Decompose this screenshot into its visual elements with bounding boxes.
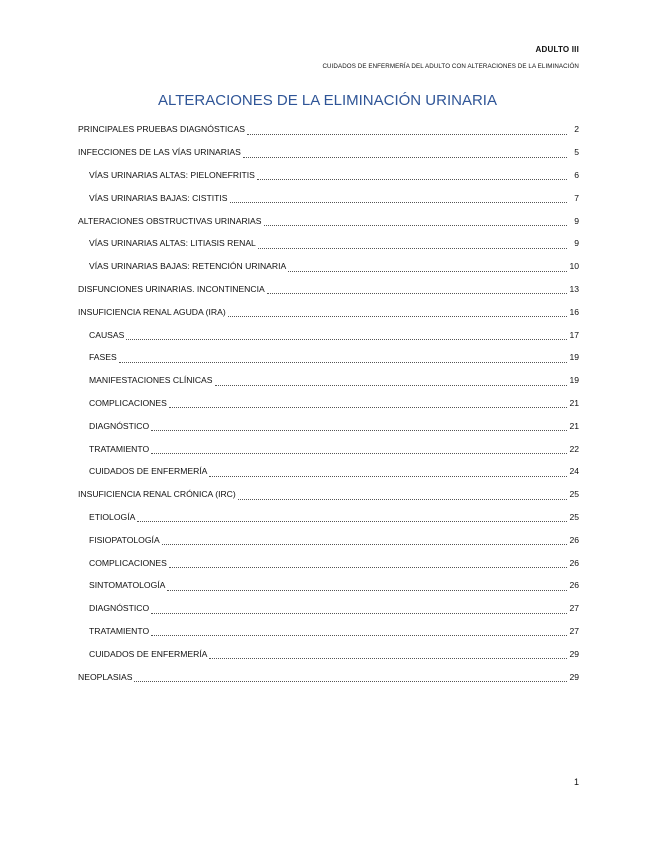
toc-dot-leader — [228, 306, 567, 317]
toc-entry-label: INFECCIONES DE LAS VÍAS URINARIAS — [78, 147, 241, 158]
toc-entry[interactable] — [78, 278, 579, 301]
toc-dot-leader — [209, 648, 567, 659]
toc-dot-leader — [151, 625, 567, 636]
toc-entry[interactable] — [78, 665, 579, 688]
toc-dot-leader — [243, 147, 567, 158]
toc-entry[interactable] — [78, 620, 579, 643]
toc-entry-label: DISFUNCIONES URINARIAS. INCONTINENCIA — [78, 283, 265, 294]
document-title: ALTERACIONES DE LA ELIMINACIÓN URINARIA — [158, 92, 497, 109]
toc-entry[interactable] — [78, 255, 579, 278]
toc-dot-leader — [151, 603, 567, 614]
toc-entry-page: 29 — [569, 671, 579, 682]
toc-dot-leader — [119, 352, 567, 363]
table-of-contents — [78, 118, 579, 688]
toc-entry-page: 29 — [569, 648, 579, 659]
toc-entry-page: 24 — [569, 466, 579, 477]
toc-entry-page: 10 — [569, 261, 579, 272]
toc-dot-leader — [209, 466, 567, 477]
toc-entry-page: 22 — [569, 443, 579, 454]
toc-dot-leader — [264, 215, 567, 226]
toc-entry-label: SINTOMATOLOGÍA — [89, 580, 166, 591]
toc-entry[interactable] — [78, 118, 579, 141]
toc-dot-leader — [151, 443, 567, 454]
toc-entry[interactable] — [78, 642, 579, 665]
toc-dot-leader — [257, 169, 567, 180]
toc-entry-label: TRATAMIENTO — [89, 625, 150, 636]
toc-dot-leader — [151, 420, 567, 431]
toc-dot-leader — [288, 261, 567, 272]
toc-entry[interactable] — [78, 414, 579, 437]
toc-dot-leader — [215, 375, 567, 386]
toc-entry-page: 19 — [569, 352, 579, 363]
toc-entry-label: MANIFESTACIONES CLÍNICAS — [89, 375, 213, 386]
toc-entry-label: ALTERACIONES OBSTRUCTIVAS URINARIAS — [78, 215, 262, 226]
toc-entry-page: 9 — [574, 238, 579, 249]
toc-entry[interactable] — [78, 597, 579, 620]
toc-dot-leader — [230, 192, 568, 203]
toc-entry-label: VÍAS URINARIAS ALTAS: LITIASIS RENAL — [89, 238, 256, 249]
toc-entry[interactable] — [78, 164, 579, 187]
toc-entry-page: 2 — [574, 124, 579, 135]
toc-entry-label: TRATAMIENTO — [89, 443, 150, 454]
toc-entry[interactable] — [78, 209, 579, 232]
toc-entry[interactable] — [78, 551, 579, 574]
toc-dot-leader — [169, 557, 567, 568]
toc-entry-label: NEOPLASIAS — [78, 671, 133, 682]
toc-dot-leader — [247, 124, 567, 135]
toc-dot-leader — [267, 283, 567, 294]
toc-entry[interactable] — [78, 300, 579, 323]
toc-entry-label: FASES — [89, 352, 117, 363]
toc-entry[interactable] — [78, 232, 579, 255]
toc-entry-page: 19 — [569, 375, 579, 386]
toc-entry-label: INSUFICIENCIA RENAL AGUDA (IRA) — [78, 306, 226, 317]
toc-entry-label: DIAGNÓSTICO — [89, 420, 150, 431]
running-header-subtitle: CUIDADOS DE ENFERMERÍA DEL ADULTO CON ALTERACIONES DE LA ELIMINACIÓN — [322, 63, 579, 70]
toc-entry[interactable] — [78, 528, 579, 551]
toc-dot-leader — [137, 511, 567, 522]
toc-entry-page: 26 — [569, 557, 579, 568]
toc-entry-label: VÍAS URINARIAS BAJAS: CISTITIS — [89, 192, 228, 203]
toc-entry-label: INSUFICIENCIA RENAL CRÓNICA (IRC) — [78, 489, 236, 500]
toc-entry-page: 9 — [574, 215, 579, 226]
toc-entry-label: CAUSAS — [89, 329, 125, 340]
toc-entry-label: CUIDADOS DE ENFERMERÍA — [89, 648, 208, 659]
toc-dot-leader — [134, 671, 567, 682]
toc-entry-page: 27 — [569, 603, 579, 614]
toc-dot-leader — [169, 397, 567, 408]
toc-entry-page: 16 — [569, 306, 579, 317]
toc-entry-page: 27 — [569, 625, 579, 636]
toc-entry[interactable] — [78, 460, 579, 483]
toc-entry-page: 5 — [574, 147, 579, 158]
toc-entry-label: COMPLICACIONES — [89, 557, 167, 568]
toc-entry-page: 21 — [569, 420, 579, 431]
toc-entry[interactable] — [78, 437, 579, 460]
toc-dot-leader — [258, 238, 567, 249]
toc-entry[interactable] — [78, 574, 579, 597]
toc-entry-page: 25 — [569, 511, 579, 522]
toc-entry-page: 26 — [569, 534, 579, 545]
toc-entry-label: FISIOPATOLOGÍA — [89, 534, 160, 545]
toc-dot-leader — [126, 329, 567, 340]
toc-entry[interactable] — [78, 346, 579, 369]
toc-entry[interactable] — [78, 506, 579, 529]
toc-entry-label: DIAGNÓSTICO — [89, 603, 150, 614]
toc-entry-label: VÍAS URINARIAS BAJAS: RETENCIÓN URINARIA — [89, 261, 287, 272]
toc-entry[interactable] — [78, 369, 579, 392]
toc-entry-label: COMPLICACIONES — [89, 397, 167, 408]
running-header-title: ADULTO III — [535, 45, 579, 54]
toc-entry-label: ETIOLOGÍA — [89, 511, 136, 522]
toc-entry-page: 17 — [569, 329, 579, 340]
toc-entry-page: 7 — [574, 192, 579, 203]
page-number: 1 — [573, 777, 579, 787]
toc-entry-page: 13 — [569, 283, 579, 294]
toc-entry[interactable] — [78, 392, 579, 415]
toc-entry-page: 26 — [569, 580, 579, 591]
toc-entry[interactable] — [78, 186, 579, 209]
toc-dot-leader — [167, 580, 567, 591]
toc-entry[interactable] — [78, 323, 579, 346]
toc-entry[interactable] — [78, 141, 579, 164]
toc-entry-label: PRINCIPALES PRUEBAS DIAGNÓSTICAS — [78, 124, 245, 135]
toc-entry-label: CUIDADOS DE ENFERMERÍA — [89, 466, 208, 477]
toc-entry-page: 25 — [569, 489, 579, 500]
toc-entry-page: 6 — [574, 169, 579, 180]
toc-dot-leader — [162, 534, 567, 545]
toc-entry-page: 21 — [569, 397, 579, 408]
toc-entry[interactable] — [78, 483, 579, 506]
toc-dot-leader — [238, 489, 567, 500]
toc-entry-label: VÍAS URINARIAS ALTAS: PIELONEFRITIS — [89, 169, 255, 180]
